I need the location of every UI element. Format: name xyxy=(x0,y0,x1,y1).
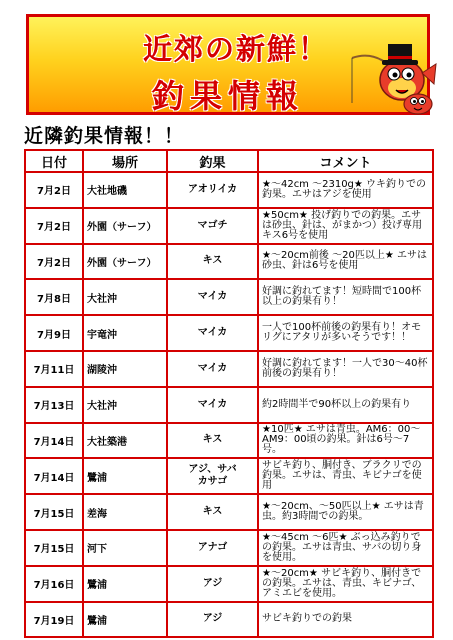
catch-report-table xyxy=(24,149,434,638)
table-row xyxy=(25,172,433,208)
header-comment: コメント xyxy=(258,150,433,172)
row-place: 鷺浦 xyxy=(83,566,167,602)
row-catch: アジ、サバ カサゴ xyxy=(167,458,258,494)
row-date: 7月14日 xyxy=(25,423,83,459)
row-date: 7月9日 xyxy=(25,315,83,351)
row-date: 7月2日 xyxy=(25,208,83,244)
table-row xyxy=(25,315,433,351)
banner-title-line2: 釣果情報 xyxy=(151,77,304,115)
table-row xyxy=(25,458,433,494)
row-catch: マイカ xyxy=(167,351,258,387)
row-date: 7月2日 xyxy=(25,244,83,280)
row-place: 鷺浦 xyxy=(83,602,167,638)
row-place: 鷺浦 xyxy=(83,458,167,494)
row-comment: ★10匹★ エサは青虫。AM6：00～AM9：00頃の釣果。針は6号～7号。 xyxy=(258,423,433,459)
row-comment: ★～20cm、～50匹以上★ エサは青虫。約3時間での釣果。 xyxy=(258,494,433,530)
banner-title-line1: 近郊の新鮮！ xyxy=(142,32,329,66)
row-place: 大社地磯 xyxy=(83,172,167,208)
row-comment: ★～20cm前後 ～20匹以上★ エサは砂虫、針は6号を使用 xyxy=(258,244,433,280)
table-row xyxy=(25,279,433,315)
row-comment: サビキ釣り、胴付き、ブラクリでの釣果。エサは、青虫、キビナゴを使用 xyxy=(258,458,433,494)
row-place: 外園（サーフ） xyxy=(83,208,167,244)
row-catch: キス xyxy=(167,423,258,459)
row-comment: ★～20cm★ サビキ釣り、胴付きでの釣果。エサは、青虫、キビナゴ、アミエビを使用。 xyxy=(258,566,433,602)
table-header-row xyxy=(25,150,433,172)
table-row xyxy=(25,387,433,423)
row-place: 湖陵沖 xyxy=(83,351,167,387)
row-place: 河下 xyxy=(83,530,167,566)
row-catch: マイカ xyxy=(167,315,258,351)
header-date: 日付 xyxy=(25,150,83,172)
section-title: 近隣釣果情報！！ xyxy=(24,125,185,147)
row-catch: マイカ xyxy=(167,279,258,315)
table-row xyxy=(25,244,433,280)
row-comment: 約2時間半で90杯以上の釣果有り xyxy=(258,387,433,423)
row-catch: キス xyxy=(167,244,258,280)
fish-mascot-illustration xyxy=(350,18,440,118)
row-comment: ★～45cm ～6匹★ ぶっ込み釣りでの釣果。エサは青虫、サバの切り身を使用。 xyxy=(258,530,433,566)
row-date: 7月8日 xyxy=(25,279,83,315)
row-catch: アナゴ xyxy=(167,530,258,566)
row-comment: 好調に釣れてます！一人で30～40杯前後の釣果有り！ xyxy=(258,351,433,387)
table-row xyxy=(25,530,433,566)
row-place: 大社沖 xyxy=(83,279,167,315)
row-comment: ★50cm★ 投げ釣りでの釣果。エサは砂虫、針は、がまかつ）投げ専用キス6号を使用 xyxy=(258,208,433,244)
row-comment: サビキ釣りでの釣果 xyxy=(258,602,433,638)
table-row xyxy=(25,351,433,387)
row-place: 差海 xyxy=(83,494,167,530)
table-row xyxy=(25,423,433,459)
table-row xyxy=(25,602,433,638)
row-place: 大社沖 xyxy=(83,387,167,423)
row-catch: アジ xyxy=(167,566,258,602)
row-catch: マイカ xyxy=(167,387,258,423)
header-place: 場所 xyxy=(83,150,167,172)
row-catch: マゴチ xyxy=(167,208,258,244)
table-row xyxy=(25,566,433,602)
row-date: 7月19日 xyxy=(25,602,83,638)
row-comment: 一人で100杯前後の釣果有り！オモリグにアタリが多いそうです！！ xyxy=(258,315,433,351)
table-row xyxy=(25,494,433,530)
table-row xyxy=(25,208,433,244)
row-catch: アジ xyxy=(167,602,258,638)
row-place: 大社築港 xyxy=(83,423,167,459)
row-catch: アオリイカ xyxy=(167,172,258,208)
row-comment: ★～42cm ～2310g★ ウキ釣りでの釣果。エサはアジを使用 xyxy=(258,172,433,208)
row-catch: キス xyxy=(167,494,258,530)
header-catch: 釣果 xyxy=(167,150,258,172)
row-place: 宇竜沖 xyxy=(83,315,167,351)
row-date: 7月15日 xyxy=(25,530,83,566)
row-date: 7月16日 xyxy=(25,566,83,602)
row-date: 7月13日 xyxy=(25,387,83,423)
row-place: 外園（サーフ） xyxy=(83,244,167,280)
row-date: 7月15日 xyxy=(25,494,83,530)
row-comment: 好調に釣れてます！短時間で100杯以上の釣果有り！ xyxy=(258,279,433,315)
row-date: 7月2日 xyxy=(25,172,83,208)
row-date: 7月14日 xyxy=(25,458,83,494)
row-date: 7月11日 xyxy=(25,351,83,387)
